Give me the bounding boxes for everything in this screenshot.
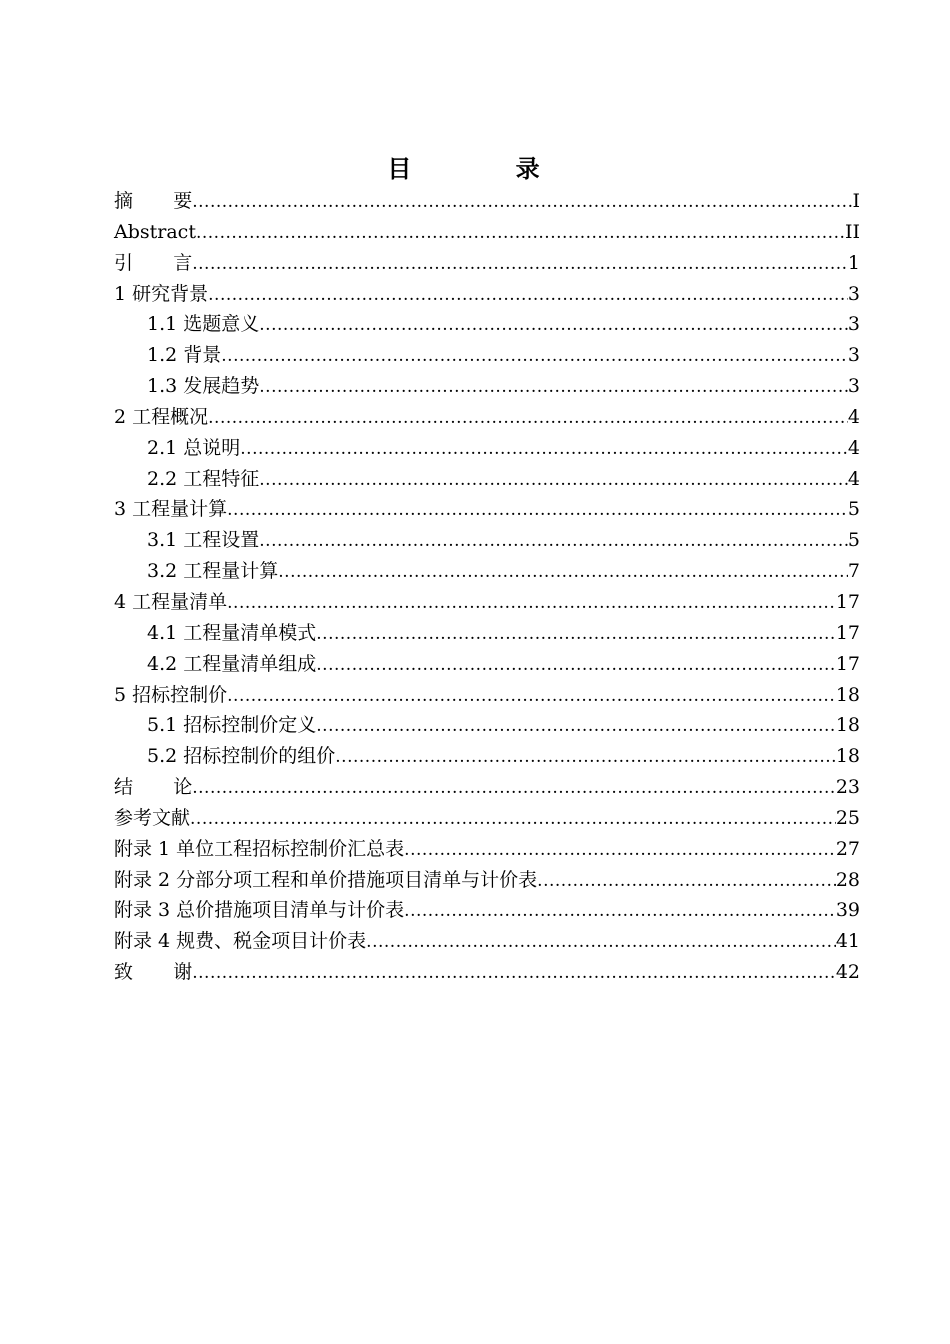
toc-dot-leader: [208, 403, 848, 434]
toc-dot-leader: [221, 341, 848, 372]
toc-entry[interactable]: [114, 494, 860, 525]
toc-entry-page-number: 28: [835, 868, 860, 891]
toc-entry-page-number: 4: [847, 405, 860, 428]
toc-entry-page-number: 42: [835, 961, 860, 984]
toc-entry[interactable]: [114, 741, 860, 772]
toc-dot-leader: [192, 958, 836, 989]
toc-entry[interactable]: [114, 279, 860, 310]
toc-entry-label: 1.3 发展趋势: [147, 375, 260, 398]
toc-dot-leader: [190, 804, 836, 835]
toc-entry-page-number: 18: [835, 745, 860, 768]
toc-dot-leader: [208, 280, 848, 311]
toc-dot-leader: [278, 557, 848, 588]
toc-entry[interactable]: [114, 556, 860, 587]
toc-dot-leader: [196, 218, 845, 249]
toc-entry-label: 1.2 背景: [147, 344, 222, 367]
toc-entry-page-number: 4: [847, 467, 860, 490]
toc-entry-page-number: 17: [835, 621, 860, 644]
toc-entry[interactable]: [114, 217, 860, 248]
toc-entry[interactable]: [114, 618, 860, 649]
toc-entry[interactable]: [114, 649, 860, 680]
toc-entry[interactable]: [114, 803, 860, 834]
toc-entry-label: 2 工程概况: [114, 405, 209, 428]
toc-entry-label: 5 招标控制价: [114, 683, 228, 706]
toc-entry[interactable]: [114, 772, 860, 803]
toc-dot-leader: [227, 681, 836, 712]
toc-entry[interactable]: [114, 834, 860, 865]
toc-entry-label: 1 研究背景: [114, 282, 209, 305]
toc-entry-label: 附录 2 分部分项工程和单价措施项目清单与计价表: [114, 868, 538, 891]
toc-entry-page-number: 17: [835, 652, 860, 675]
toc-entry-label: 4.2 工程量清单组成: [147, 652, 317, 675]
toc-entry-label: 2.1 总说明: [147, 436, 241, 459]
toc-entry[interactable]: [114, 926, 860, 957]
toc-entry-page-number: 5: [847, 529, 860, 552]
toc-entry-label: 参考文献: [114, 806, 191, 829]
toc-entry[interactable]: [114, 680, 860, 711]
toc-entry[interactable]: [114, 865, 860, 896]
toc-entry[interactable]: [114, 464, 860, 495]
toc-dot-leader: [192, 187, 852, 218]
toc-entry[interactable]: [114, 371, 860, 402]
toc-entry-label: 4.1 工程量清单模式: [147, 621, 317, 644]
toc-dot-leader: [192, 249, 848, 280]
toc-entry-page-number: 17: [835, 590, 860, 613]
toc-entry-page-number: 39: [835, 899, 860, 922]
toc-entry-page-number: 3: [847, 375, 860, 398]
toc-entry-page-number: 27: [835, 837, 860, 860]
toc-entry[interactable]: [114, 248, 860, 279]
toc-dot-leader: [316, 619, 836, 650]
toc-dot-leader: [259, 310, 848, 341]
toc-entry-page-number: 7: [847, 560, 860, 583]
toc-dot-leader: [404, 835, 836, 866]
toc-dot-leader: [240, 434, 848, 465]
toc-entry-label: Abstract: [114, 220, 196, 243]
toc-dot-leader: [259, 526, 848, 557]
toc-entry-label: 1.1 选题意义: [147, 313, 260, 336]
toc-entry-label: 摘 要: [114, 190, 210, 212]
toc-entry-page-number: II: [844, 220, 860, 243]
toc-dot-leader: [537, 866, 836, 897]
toc-entry-page-number: I: [852, 190, 860, 212]
toc-dot-leader: [227, 495, 848, 526]
toc-dot-leader: [259, 372, 848, 403]
toc-entry[interactable]: [114, 309, 860, 340]
toc-dot-leader: [316, 711, 836, 742]
toc-entry[interactable]: [114, 340, 860, 371]
toc-entry-page-number: 3: [847, 313, 860, 336]
toc-entry-page-number: 41: [835, 930, 860, 953]
toc-dot-leader: [259, 465, 848, 496]
toc-entry[interactable]: [114, 402, 860, 433]
toc-entry-label: 附录 4 规费、税金项目计价表: [114, 930, 367, 953]
toc-title: 目 录: [387, 155, 588, 183]
toc-entry-label: 结 论: [114, 776, 210, 799]
toc-entry[interactable]: [114, 710, 860, 741]
toc-entry-page-number: 4: [847, 436, 860, 459]
toc-dot-leader: [404, 896, 836, 927]
toc-entry-page-number: 18: [835, 683, 860, 706]
toc-entry-label: 引 言: [114, 251, 210, 274]
toc-entry-label: 3.2 工程量计算: [147, 560, 279, 583]
toc-entry[interactable]: [114, 433, 860, 464]
toc-entry-label: 5.1 招标控制价定义: [147, 714, 317, 737]
toc-entry-label: 4 工程量清单: [114, 590, 228, 613]
toc-entry-label: 3.1 工程设置: [147, 529, 260, 552]
toc-entry-page-number: 1: [847, 251, 860, 274]
toc-entry-label: 致 谢: [114, 961, 210, 984]
toc-entry-label: 3 工程量计算: [114, 498, 228, 521]
toc-entry[interactable]: [114, 957, 860, 988]
toc-dot-leader: [366, 927, 836, 958]
toc-entry-page-number: 18: [835, 714, 860, 737]
toc-entry-label: 5.2 招标控制价的组价: [147, 745, 336, 768]
toc-entry-page-number: 25: [835, 806, 860, 829]
toc-entry[interactable]: [114, 525, 860, 556]
toc-dot-leader: [316, 650, 836, 681]
toc-entry[interactable]: [114, 186, 860, 217]
toc-entry-page-number: 3: [847, 344, 860, 367]
toc-dot-leader: [192, 773, 836, 804]
toc-entry-label: 附录 3 总价措施项目清单与计价表: [114, 899, 405, 922]
toc-entry[interactable]: [114, 587, 860, 618]
toc-entry[interactable]: [114, 895, 860, 926]
toc-entry-page-number: 5: [847, 498, 860, 521]
toc-entry-label: 附录 1 单位工程招标控制价汇总表: [114, 837, 405, 860]
toc-entry-page-number: 3: [847, 282, 860, 305]
toc-entry-label: 2.2 工程特征: [147, 467, 260, 490]
toc-list: [114, 186, 860, 988]
toc-dot-leader: [227, 588, 836, 619]
toc-dot-leader: [335, 742, 836, 773]
toc-entry-page-number: 23: [835, 776, 860, 799]
